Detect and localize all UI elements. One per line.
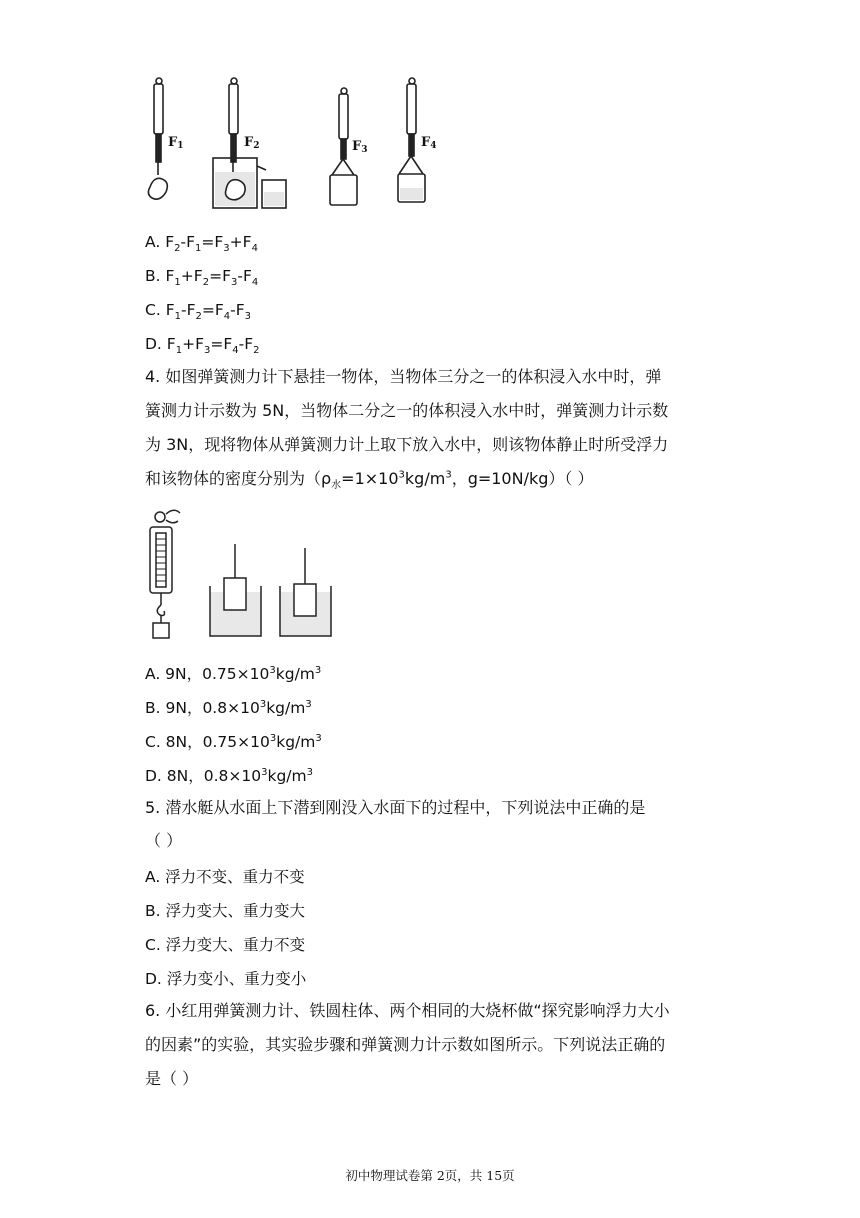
q4-stem-line-2: 簧测力计示数为 5N，当物体二分之一的体积浸入水中时，弹簧测力计示数: [145, 401, 669, 420]
label-f2: F2: [244, 135, 260, 151]
q4-stem-line-4: 和该物体的密度分别为（$\rho_水=1\times 10^3kg/m^3$，g=10N/kg）（ ）: [145, 469, 594, 492]
q3-option-b[interactable]: B. $F_1+F_2=F_3-F_4$: [145, 267, 259, 289]
q4-option-b[interactable]: B. 9N，$0.8\times 10^3kg/m^3$: [145, 698, 312, 717]
q3-option-d[interactable]: D. $F_1+F_3=F_4-F_2$: [145, 335, 260, 357]
q5-option-b[interactable]: B. 浮力变大、重力变大: [145, 902, 305, 920]
q4-option-a[interactable]: A. 9N，$0.75\times 10^3kg/m^3$: [145, 664, 322, 683]
page-footer: 初中物理试卷第 2页，共 15页: [345, 1168, 515, 1183]
q4-option-d[interactable]: D. 8N，$0.8\times 10^3kg/m^3$: [145, 766, 313, 785]
q4-option-c[interactable]: C. 8N，$0.75\times 10^3kg/m^3$: [145, 732, 322, 751]
q5-stem-line-1: 5. 潜水艇从水面上下潜到刚没入水面下的过程中，下列说法中正确的是: [145, 798, 646, 817]
q5-stem-line-2: （ ）: [145, 831, 183, 850]
q5-option-c[interactable]: C. 浮力变大、重力不变: [145, 936, 306, 954]
figure-beaker-one-half: [278, 540, 333, 640]
q5-option-a[interactable]: A. 浮力不变、重力不变: [145, 868, 305, 886]
q3-option-a[interactable]: A. $F_2-F_1=F_3+F_4$: [145, 233, 258, 255]
q4-stem-line-3: 为 3N，现将物体从弹簧测力计上取下放入水中，则该物体静止时所受浮力: [145, 435, 669, 454]
q6-stem-line-2: 的因素”的实验，其实验步骤和弹簧测力计示数如图所示。下列说法正确的: [145, 1035, 666, 1054]
figure-beaker-one-third: [208, 540, 263, 640]
q5-option-d[interactable]: D. 浮力变小、重力变小: [145, 970, 307, 988]
q3-option-c[interactable]: C. $F_1-F_2=F_4-F_3$: [145, 301, 252, 323]
q6-stem-line-1: 6. 小红用弹簧测力计、铁圆柱体、两个相同的大烧杯做“探究影响浮力大小: [145, 1001, 670, 1020]
label-f1: F1: [168, 135, 184, 151]
figure-spring-scales-f1-f4: [140, 72, 450, 217]
label-f3: F3: [352, 139, 368, 155]
label-f4: F4: [421, 135, 437, 151]
q4-stem-line-1: 4. 如图弹簧测力计下悬挂一物体，当物体三分之一的体积浸入水中时，弹: [145, 367, 662, 386]
q6-stem-line-3: 是（ ）: [145, 1069, 199, 1088]
